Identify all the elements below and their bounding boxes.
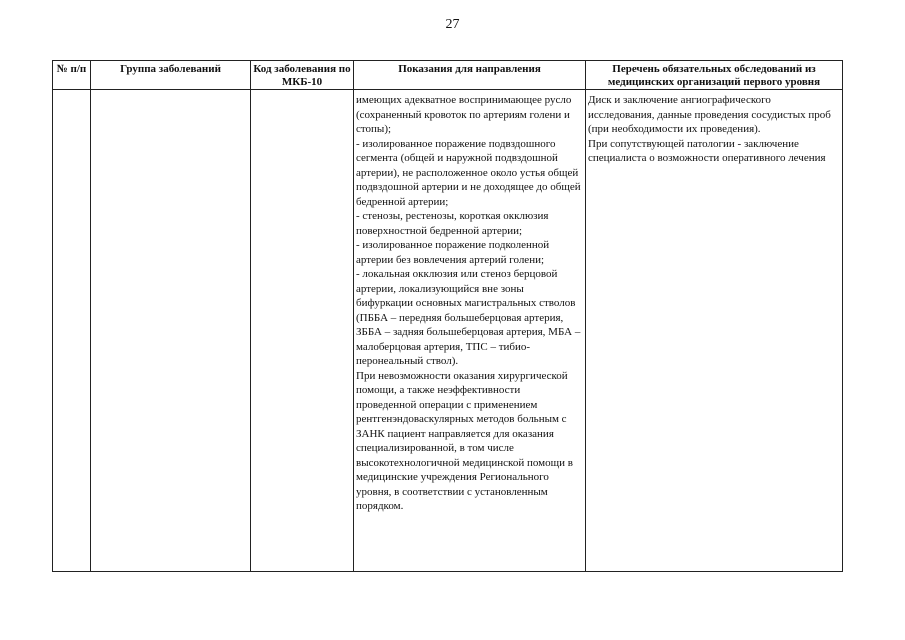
cell-icd-code xyxy=(251,90,354,572)
header-indications: Показания для направления xyxy=(354,61,586,90)
header-required-exams: Перечень обязательных обследований из медицинских организаций первого уровня xyxy=(586,61,843,90)
cell-indications: имеющих адекватное воспринимающее русло (сохраненный кровоток по артериям голени и стопы); - изолированное поражение подвздошного сегмента (общей и наружной подвздошной артерии), не расположенное около устья общей подвздошной артерии и не доходящее до общей бедренной артерии; - стенозы, рестенозы, короткая окклюзия поверхностной бедренной артерии; - изолированное поражение подколенной артерии без вовлечения артерий голени; - локальная окклюзия или стеноз берцовой артерии, локализующийся вне зоны бифуркации основных магистральных стволов (ПББА – передняя большеберцовая артерия, ЗББА – задняя большеберцовая артерия, МБА – малоберцовая артерия, ТПС – тибио-перонеальный ствол). При невозможности оказания хирургической помощи, а также неэффективности проведенной операции с применением рентгенэндоваскулярных методов больным с ЗАНК пациент направляется для оказания специализированной, в том числе высокотехнологичной медицинской помощи в медицинские учреждения Регионального уровня, в соответствии с установленным порядком. xyxy=(356,94,581,512)
header-icd-code: Код заболевания по МКБ-10 xyxy=(251,61,354,90)
cell-required-exams: Диск и заключение ангиографического исследования, данные проведения сосудистых проб (при необходимости их проведения). При сопутствующей патологии - заключение специалиста о возможности оперативного лечения xyxy=(588,94,831,164)
cell-disease-group xyxy=(91,90,251,572)
referral-table xyxy=(52,60,843,572)
header-disease-group: Группа заболеваний xyxy=(91,61,251,90)
table-row xyxy=(53,90,843,572)
cell-num xyxy=(53,90,91,572)
page-number: 27 xyxy=(445,17,460,32)
header-num: № п/п xyxy=(53,61,91,90)
table-header-row xyxy=(53,61,843,90)
